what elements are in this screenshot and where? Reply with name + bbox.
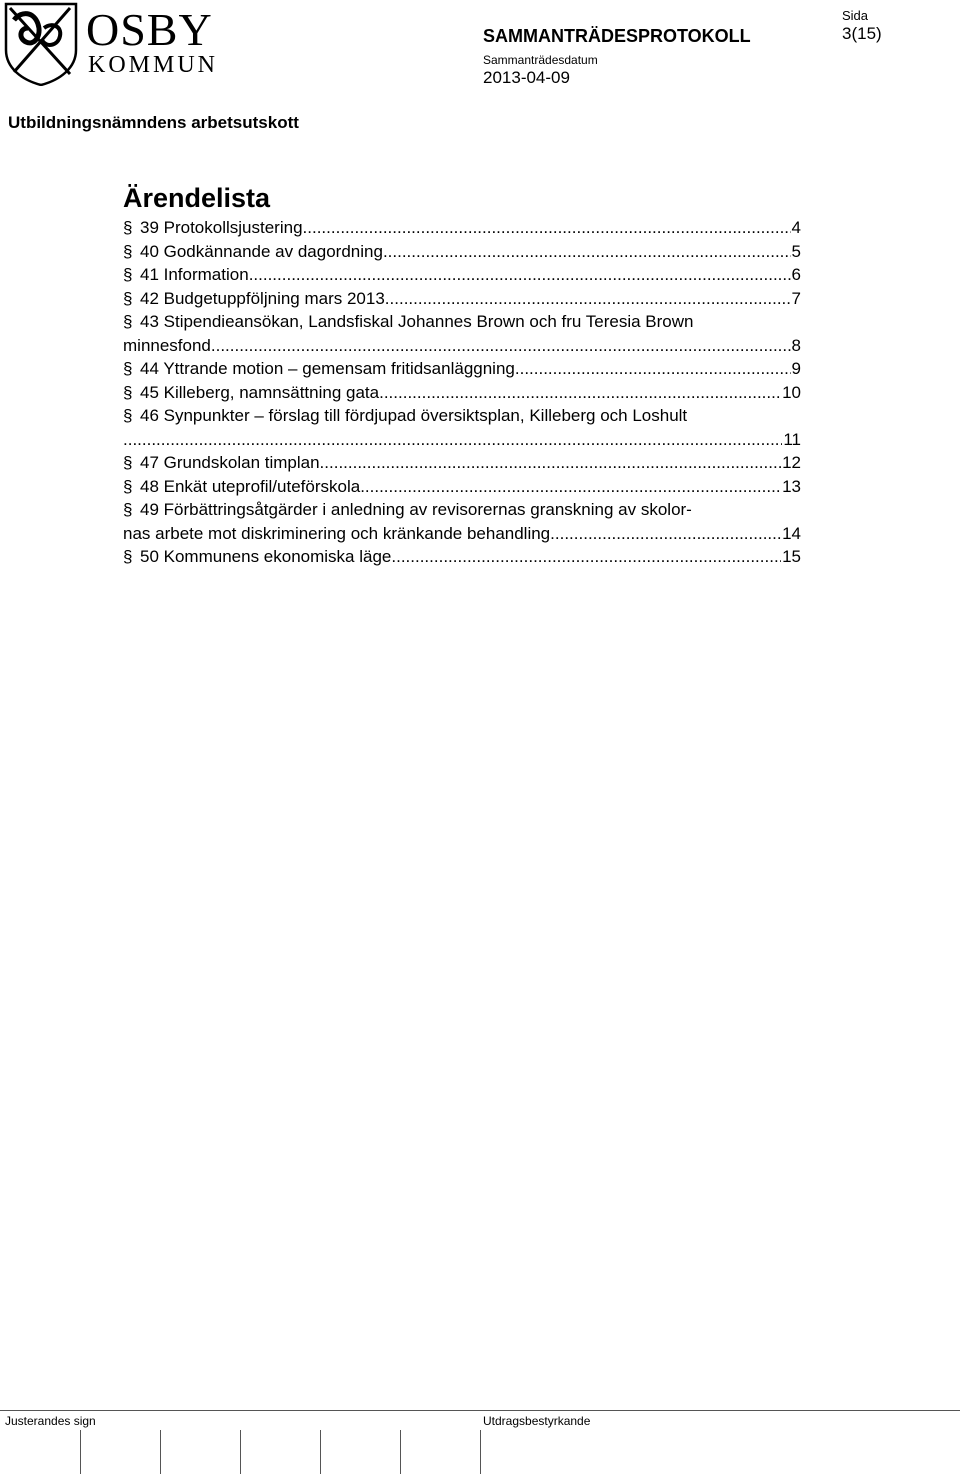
extract-certification-field[interactable]: [480, 1430, 481, 1474]
toc-item[interactable]: [123, 381, 801, 405]
toc-item-title: 49 Förbättringsåtgärder i anledning av revisorernas granskning av skolor-: [140, 500, 692, 519]
dot-leader: [391, 545, 781, 569]
utdragsbestyrkande-label: Utdragsbestyrkande: [483, 1414, 591, 1428]
toc-item[interactable]: [123, 310, 801, 357]
toc-item[interactable]: [123, 475, 801, 499]
toc-item-page: 8: [791, 335, 801, 355]
toc-item-title: 40 Godkännande av dagordning: [140, 241, 383, 261]
section-mark: §: [123, 218, 133, 237]
section-mark: §: [123, 406, 133, 425]
dot-leader: [249, 263, 791, 287]
toc-item-page: 13: [782, 476, 801, 496]
toc-list: [123, 216, 801, 569]
dot-leader: [515, 357, 791, 381]
section-mark: §: [123, 359, 133, 378]
toc-item-title: 43 Stipendieansökan, Landsfiskal Johannes Brown och fru Teresia Brown: [140, 312, 694, 331]
dot-leader: [360, 475, 781, 499]
section-mark: §: [123, 382, 133, 402]
toc-item-title-continued: minnesfond: [123, 335, 211, 355]
dot-leader: [123, 428, 782, 452]
signature-field[interactable]: [400, 1430, 401, 1474]
signature-field[interactable]: [160, 1430, 161, 1474]
page-number: 3(15): [842, 24, 882, 43]
toc-item[interactable]: [123, 404, 801, 451]
toc-item[interactable]: [123, 357, 801, 381]
toc-item[interactable]: [123, 240, 801, 264]
justerandes-sign-label: Justerandes sign: [5, 1414, 96, 1428]
dot-leader: [320, 451, 782, 475]
toc-item-page: 15: [782, 547, 801, 566]
logo-name: OSBY: [86, 4, 213, 55]
section-mark: §: [123, 288, 133, 308]
toc-item[interactable]: [123, 287, 801, 311]
coat-of-arms-icon: [4, 2, 80, 86]
dot-leader: [550, 522, 781, 546]
section-mark: §: [123, 312, 133, 331]
section-mark: §: [123, 500, 133, 519]
dot-leader: [383, 240, 791, 264]
meeting-date: 2013-04-09: [483, 68, 570, 87]
footer-divider: [0, 1410, 960, 1411]
toc-item-page: 6: [791, 265, 801, 284]
osby-kommun-logo: [4, 2, 224, 86]
toc-item-title: 39 Protokollsjustering: [140, 218, 303, 237]
toc-item[interactable]: [123, 498, 801, 545]
logo-subtitle: KOMMUN: [88, 52, 219, 78]
table-of-contents: [123, 180, 801, 569]
section-mark: §: [123, 476, 133, 496]
signature-field[interactable]: [320, 1430, 321, 1474]
dot-leader: [211, 334, 791, 358]
toc-item-page: 5: [791, 241, 801, 261]
toc-item[interactable]: [123, 545, 801, 569]
dot-leader: [303, 216, 791, 240]
meeting-date-label: Sammanträdesdatum: [483, 53, 598, 67]
toc-item[interactable]: [123, 263, 801, 287]
section-mark: §: [123, 241, 133, 261]
section-mark: §: [123, 265, 133, 284]
toc-item-title: 46 Synpunkter – förslag till fördjupad översiktsplan, Killeberg och Loshult: [140, 406, 688, 425]
toc-item-title: 41 Information: [140, 265, 249, 284]
toc-item-page: 9: [791, 359, 801, 378]
section-mark: §: [123, 453, 133, 472]
toc-item[interactable]: [123, 451, 801, 475]
toc-item-page: 7: [791, 288, 801, 308]
dot-leader: [385, 287, 791, 311]
toc-item-page: 12: [782, 453, 801, 472]
toc-item-title: 44 Yttrande motion – gemensam fritidsanläggning: [140, 359, 515, 378]
toc-item-page: 4: [791, 218, 801, 237]
toc-item-page: 11: [783, 429, 801, 449]
toc-item-title: 50 Kommunens ekonomiska läge: [140, 547, 392, 566]
document-type: SAMMANTRÄDESPROTOKOLL: [483, 26, 751, 46]
section-mark: §: [123, 547, 133, 566]
signature-field[interactable]: [240, 1430, 241, 1474]
page-label: Sida: [842, 8, 869, 23]
toc-item-title: 48 Enkät uteprofil/uteförskola: [140, 476, 361, 496]
toc-item-page: 10: [782, 382, 801, 402]
toc-item-title: 45 Killeberg, namnsättning gata: [140, 382, 380, 402]
toc-item-title: 42 Budgetuppföljning mars 2013: [140, 288, 385, 308]
toc-title: Ärendelista: [123, 183, 271, 213]
toc-item[interactable]: [123, 216, 801, 240]
committee-name: Utbildningsnämndens arbetsutskott: [8, 113, 299, 132]
signature-field[interactable]: [80, 1430, 81, 1474]
toc-item-title-continued: nas arbete mot diskriminering och kränkande behandling: [123, 523, 551, 543]
dot-leader: [379, 381, 781, 405]
toc-item-title: 47 Grundskolan timplan: [140, 453, 320, 472]
toc-item-page: 14: [782, 523, 801, 543]
